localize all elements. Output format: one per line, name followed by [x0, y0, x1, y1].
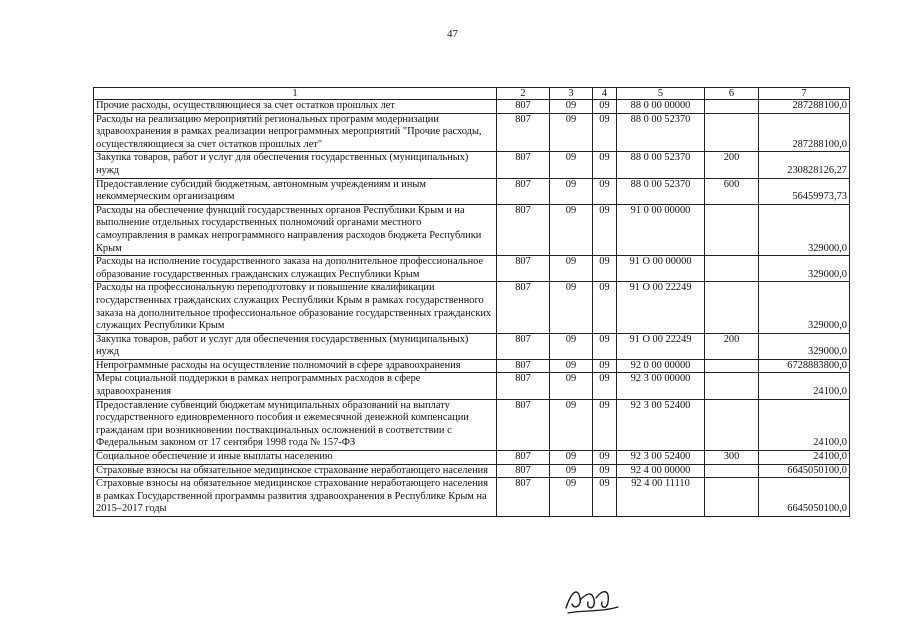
cell-c6 [705, 399, 759, 450]
cell-c2: 807 [497, 152, 550, 178]
cell-c3: 09 [550, 451, 593, 465]
header-cell: 3 [550, 88, 593, 100]
header-cell: 5 [617, 88, 705, 100]
cell-c7: 287288100,0 [759, 113, 850, 152]
expense-description: Страховые взносы на обязательное медицинское страхование неработающего населения в рамках Государственной программы развития здравоохранения в Республике Крым на 2015–2017 годы [94, 478, 497, 517]
header-cell: 4 [593, 88, 617, 100]
cell-c5: 88 0 00 52370 [617, 152, 705, 178]
table-row [94, 373, 850, 399]
cell-c2: 807 [497, 464, 550, 478]
cell-c3: 09 [550, 113, 593, 152]
table-row [94, 100, 850, 114]
cell-c2: 807 [497, 373, 550, 399]
cell-c2: 807 [497, 100, 550, 114]
cell-c5: 91 О 00 22249 [617, 333, 705, 359]
expense-description: Закупка товаров, работ и услуг для обеспечения государственных (муниципальных) нужд [94, 152, 497, 178]
table-row [94, 399, 850, 450]
cell-c5: 88 0 00 52370 [617, 113, 705, 152]
cell-c2: 807 [497, 178, 550, 204]
cell-c2: 807 [497, 399, 550, 450]
cell-c6 [705, 113, 759, 152]
cell-c7: 230828126,27 [759, 152, 850, 178]
cell-c5: 92 4 00 11110 [617, 478, 705, 517]
cell-c7: 329000,0 [759, 204, 850, 255]
cell-c6 [705, 359, 759, 373]
cell-c2: 807 [497, 204, 550, 255]
table-row [94, 256, 850, 282]
cell-c3: 09 [550, 152, 593, 178]
cell-c6 [705, 100, 759, 114]
cell-c5: 91 О 00 00000 [617, 256, 705, 282]
expense-description: Закупка товаров, работ и услуг для обеспечения государственных (муниципальных) нужд [94, 333, 497, 359]
expense-description: Меры социальной поддержки в рамках непрограммных расходов в сфере здравоохранения [94, 373, 497, 399]
page-number: 47 [447, 28, 458, 40]
table-row [94, 333, 850, 359]
cell-c7: 329000,0 [759, 333, 850, 359]
cell-c6 [705, 464, 759, 478]
cell-c2: 807 [497, 333, 550, 359]
cell-c6: 300 [705, 451, 759, 465]
cell-c4: 09 [593, 204, 617, 255]
expense-description: Страховые взносы на обязательное медицинское страхование неработающего населения [94, 464, 497, 478]
cell-c3: 09 [550, 100, 593, 114]
table-row [94, 282, 850, 333]
table-header-row [94, 88, 850, 100]
cell-c5: 92 3 00 52400 [617, 451, 705, 465]
cell-c4: 09 [593, 256, 617, 282]
expense-description: Предоставление субвенций бюджетам муниципальных образований на выплату государственного единовременного пособия и ежемесячной денежной компенсации гражданам при возникновении поствакцинальных осложнений в соответствии с Федеральным законом от 17 сентября 1998 года № 157-ФЗ [94, 399, 497, 450]
cell-c4: 09 [593, 373, 617, 399]
cell-c2: 807 [497, 359, 550, 373]
cell-c2: 807 [497, 256, 550, 282]
expense-description: Прочие расходы, осуществляющиеся за счет остатков прошлых лет [94, 100, 497, 114]
cell-c4: 09 [593, 100, 617, 114]
table-row [94, 152, 850, 178]
header-cell: 1 [94, 88, 497, 100]
cell-c7: 56459973,73 [759, 178, 850, 204]
cell-c3: 09 [550, 333, 593, 359]
cell-c3: 09 [550, 256, 593, 282]
cell-c3: 09 [550, 464, 593, 478]
cell-c5: 91 0 00 00000 [617, 204, 705, 255]
cell-c2: 807 [497, 478, 550, 517]
cell-c3: 09 [550, 178, 593, 204]
cell-c3: 09 [550, 399, 593, 450]
cell-c5: 92 3 00 00000 [617, 373, 705, 399]
cell-c6 [705, 373, 759, 399]
cell-c3: 09 [550, 478, 593, 517]
expense-description: Непрограммные расходы на осуществление полномочий в сфере здравоохранения [94, 359, 497, 373]
cell-c6 [705, 204, 759, 255]
table-row [94, 204, 850, 255]
cell-c4: 09 [593, 399, 617, 450]
expense-description: Расходы на исполнение государственного заказа на дополнительное профессиональное образование государственных гражданских служащих Республики Крым [94, 256, 497, 282]
cell-c7: 6645050100,0 [759, 464, 850, 478]
cell-c4: 09 [593, 282, 617, 333]
cell-c4: 09 [593, 464, 617, 478]
cell-c4: 09 [593, 113, 617, 152]
cell-c7: 6728883800,0 [759, 359, 850, 373]
table-row [94, 359, 850, 373]
cell-c4: 09 [593, 451, 617, 465]
cell-c6 [705, 282, 759, 333]
expense-description: Расходы на профессиональную переподготовку и повышение квалификации государственных гражданских служащих Республики Крым в рамках государственного заказа на дополнительное профессиональное образование государственных гражданских служащих Республики Крым [94, 282, 497, 333]
cell-c2: 807 [497, 451, 550, 465]
cell-c3: 09 [550, 204, 593, 255]
cell-c4: 09 [593, 478, 617, 517]
expense-description: Социальное обеспечение и иные выплаты населению [94, 451, 497, 465]
table-row [94, 113, 850, 152]
handwritten-signature [562, 580, 622, 623]
cell-c5: 88 0 00 00000 [617, 100, 705, 114]
cell-c7: 287288100,0 [759, 100, 850, 114]
cell-c4: 09 [593, 333, 617, 359]
table-row [94, 464, 850, 478]
cell-c5: 92 0 00 00000 [617, 359, 705, 373]
cell-c7: 329000,0 [759, 256, 850, 282]
cell-c7: 6645050100,0 [759, 478, 850, 517]
expense-description: Расходы на обеспечение функций государственных органов Республики Крым и на выполнение отдельных государственных полномочий органами местного самоуправления в рамках непрограммного направления расходов бюджета Республики Крым [94, 204, 497, 255]
cell-c6 [705, 256, 759, 282]
cell-c5: 92 3 00 52400 [617, 399, 705, 450]
table-row [94, 478, 850, 517]
cell-c4: 09 [593, 359, 617, 373]
header-cell: 2 [497, 88, 550, 100]
cell-c5: 88 0 00 52370 [617, 178, 705, 204]
cell-c2: 807 [497, 282, 550, 333]
cell-c5: 91 О 00 22249 [617, 282, 705, 333]
cell-c3: 09 [550, 359, 593, 373]
cell-c7: 24100,0 [759, 399, 850, 450]
cell-c4: 09 [593, 152, 617, 178]
table-row [94, 178, 850, 204]
header-cell: 6 [705, 88, 759, 100]
signature-icon [562, 580, 622, 618]
cell-c3: 09 [550, 373, 593, 399]
header-cell: 7 [759, 88, 850, 100]
cell-c2: 807 [497, 113, 550, 152]
cell-c6: 200 [705, 152, 759, 178]
expense-description: Предоставление субсидий бюджетным, автономным учреждениям и иным некоммерческим организациям [94, 178, 497, 204]
cell-c6 [705, 478, 759, 517]
cell-c7: 24100,0 [759, 451, 850, 465]
expense-description: Расходы на реализацию мероприятий региональных программ модернизации здравоохранения в рамках реализации непрограммных мероприятий "Прочие расходы, осуществляющиеся за счет остатков прошлых лет" [94, 113, 497, 152]
cell-c6: 200 [705, 333, 759, 359]
cell-c3: 09 [550, 282, 593, 333]
cell-c7: 24100,0 [759, 373, 850, 399]
table-row [94, 451, 850, 465]
cell-c5: 92 4 00 00000 [617, 464, 705, 478]
cell-c4: 09 [593, 178, 617, 204]
cell-c7: 329000,0 [759, 282, 850, 333]
cell-c6: 600 [705, 178, 759, 204]
budget-table [93, 87, 850, 517]
